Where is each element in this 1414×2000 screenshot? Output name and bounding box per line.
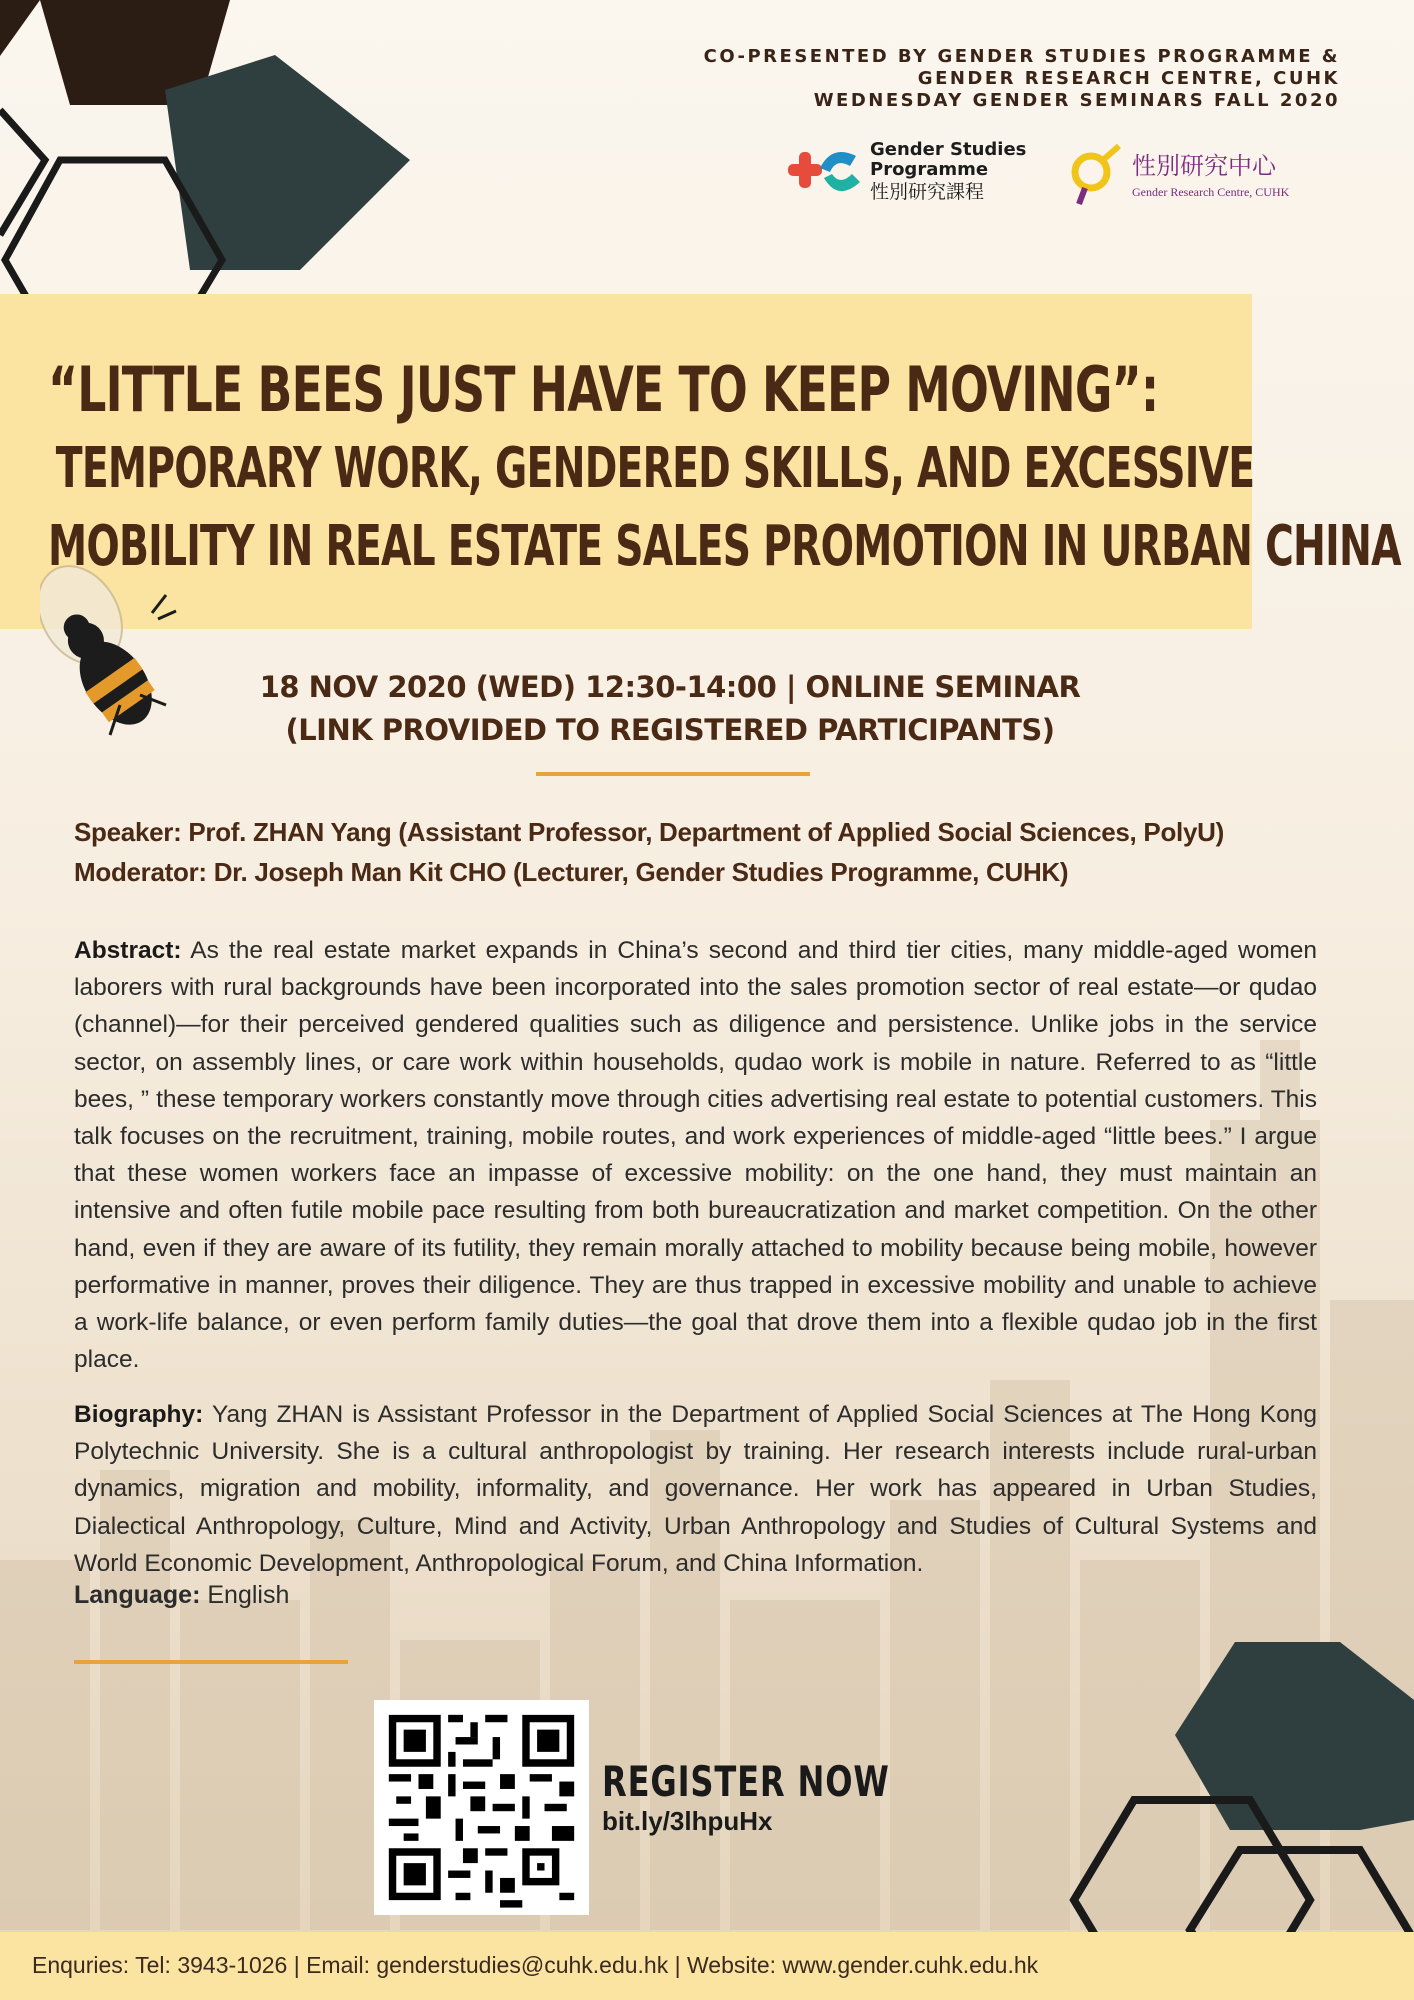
hexagon-decoration-top-left	[0, 0, 460, 330]
register-now-heading: REGISTER NOW	[602, 1757, 890, 1806]
title-line-3: MOBILITY IN REAL ESTATE SALES PROMOTION IN URBAN CHINA	[48, 514, 1401, 579]
event-date-line: 18 NOV 2020 (WED) 12:30-14:00 | ONLINE SEMINAR	[259, 670, 1081, 704]
gender-studies-programme-logo-icon	[780, 138, 868, 208]
qr-code-icon	[374, 1700, 589, 1915]
speaker-moderator-block	[74, 812, 1224, 892]
divider-rule-bottom	[74, 1660, 348, 1664]
title-line-2: TEMPORARY WORK, GENDERED SKILLS, AND EXCESSIVE	[55, 436, 1255, 501]
header-line-1: CO-PRESENTED BY GENDER STUDIES PROGRAMME &	[703, 46, 1340, 67]
moderator-line: Moderator: Dr. Joseph Man Kit CHO (Lecturer, Gender Studies Programme, CUHK)	[74, 857, 1069, 887]
header-line-2: GENDER RESEARCH CENTRE, CUHK	[917, 68, 1340, 89]
bee-icon	[40, 555, 180, 745]
title-line-1: “LITTLE BEES JUST HAVE TO KEEP MOVING”:	[48, 353, 1159, 426]
gender-research-centre-logo-text: 性別研究中心 Gender Research Centre, CUHK	[1132, 152, 1290, 199]
register-url-link[interactable]: bit.ly/3lhpuHx	[602, 1806, 773, 1836]
registration-qr-code[interactable]	[374, 1700, 589, 1915]
gender-studies-programme-logo-text: Gender Studies Programme 性別研究課程	[870, 139, 1027, 203]
event-link-note: (LINK PROVIDED TO REGISTERED PARTICIPANTS)	[285, 713, 1055, 747]
biography-paragraph	[74, 1396, 1317, 1582]
seminar-title	[48, 350, 1401, 586]
header-line-3: WEDNESDAY GENDER SEMINARS FALL 2020	[813, 90, 1340, 111]
footer-contact-bar	[0, 1932, 1414, 2000]
language-value: English	[207, 1581, 290, 1609]
logos-row	[780, 138, 1340, 208]
biography-text: Yang ZHAN is Assistant Professor in the Department of Applied Social Sciences at The Hong Kong Polytechnic University. She is a cultural anthropologist by training. Her research interests include rural-urban dynamics, migration and mobility, informality, and governance. Her work has appeared in Urban Studies, Dialectical Anthropology, Culture, Mind and Activity, Urban Anthropology and Studies of Cultural Systems and World Economic Development, Anthropological Forum, and China Information.	[74, 1401, 1318, 1577]
speaker-line: Speaker: Prof. ZHAN Yang (Assistant Professor, Department of Applied Social Sciences, PolyU)	[74, 817, 1224, 847]
abstract-text: As the real estate market expands in China’s second and third tier cities, many middle-aged women laborers with rural backgrounds have been incorporated into the sales promotion sector of real estate—or qudao (channel)—for their perceived gendered qualities such as diligence and persistence. Unlike jobs in the service sector, on assembly lines, or care work within households, qudao work is mobile in nature. Referred to as “little bees, ” these temporary workers constantly move through cities advertising real estate to potential customers. This talk focuses on the recruitment, training, mobile routes, and work experiences of middle-aged “little bees.” I argue that these women workers face an impasse of excessive mobility: on the one hand, they must maintain an intensive and often futile mobile pace resulting from both bureaucratization and market competition. On the other hand, even if they are aware of its futility, they remain morally attached to mobility because being mobile, however performative in manner, proves their diligence. They are thus trapped in excessive mobility and unable to achieve a work-life balance, or even perform family duties—the goal that drove them into a flexible qudao job in the first place.	[74, 937, 1317, 1374]
event-datetime	[240, 666, 1100, 752]
language-label: Language:	[74, 1581, 201, 1609]
abstract-label: Abstract:	[74, 937, 182, 964]
divider-rule-top	[536, 772, 810, 776]
co-presenter-header	[704, 46, 1340, 112]
language-line	[74, 1581, 289, 1610]
biography-label: Biography:	[74, 1401, 204, 1428]
gender-research-centre-logo-icon	[1065, 142, 1125, 206]
footer-contact-text: Enquries: Tel: 3943-1026 | Email: genderstudies@cuhk.edu.hk | Website: www.gender.cuhk.edu.hk	[32, 1952, 1039, 1978]
abstract-paragraph	[74, 932, 1317, 1378]
